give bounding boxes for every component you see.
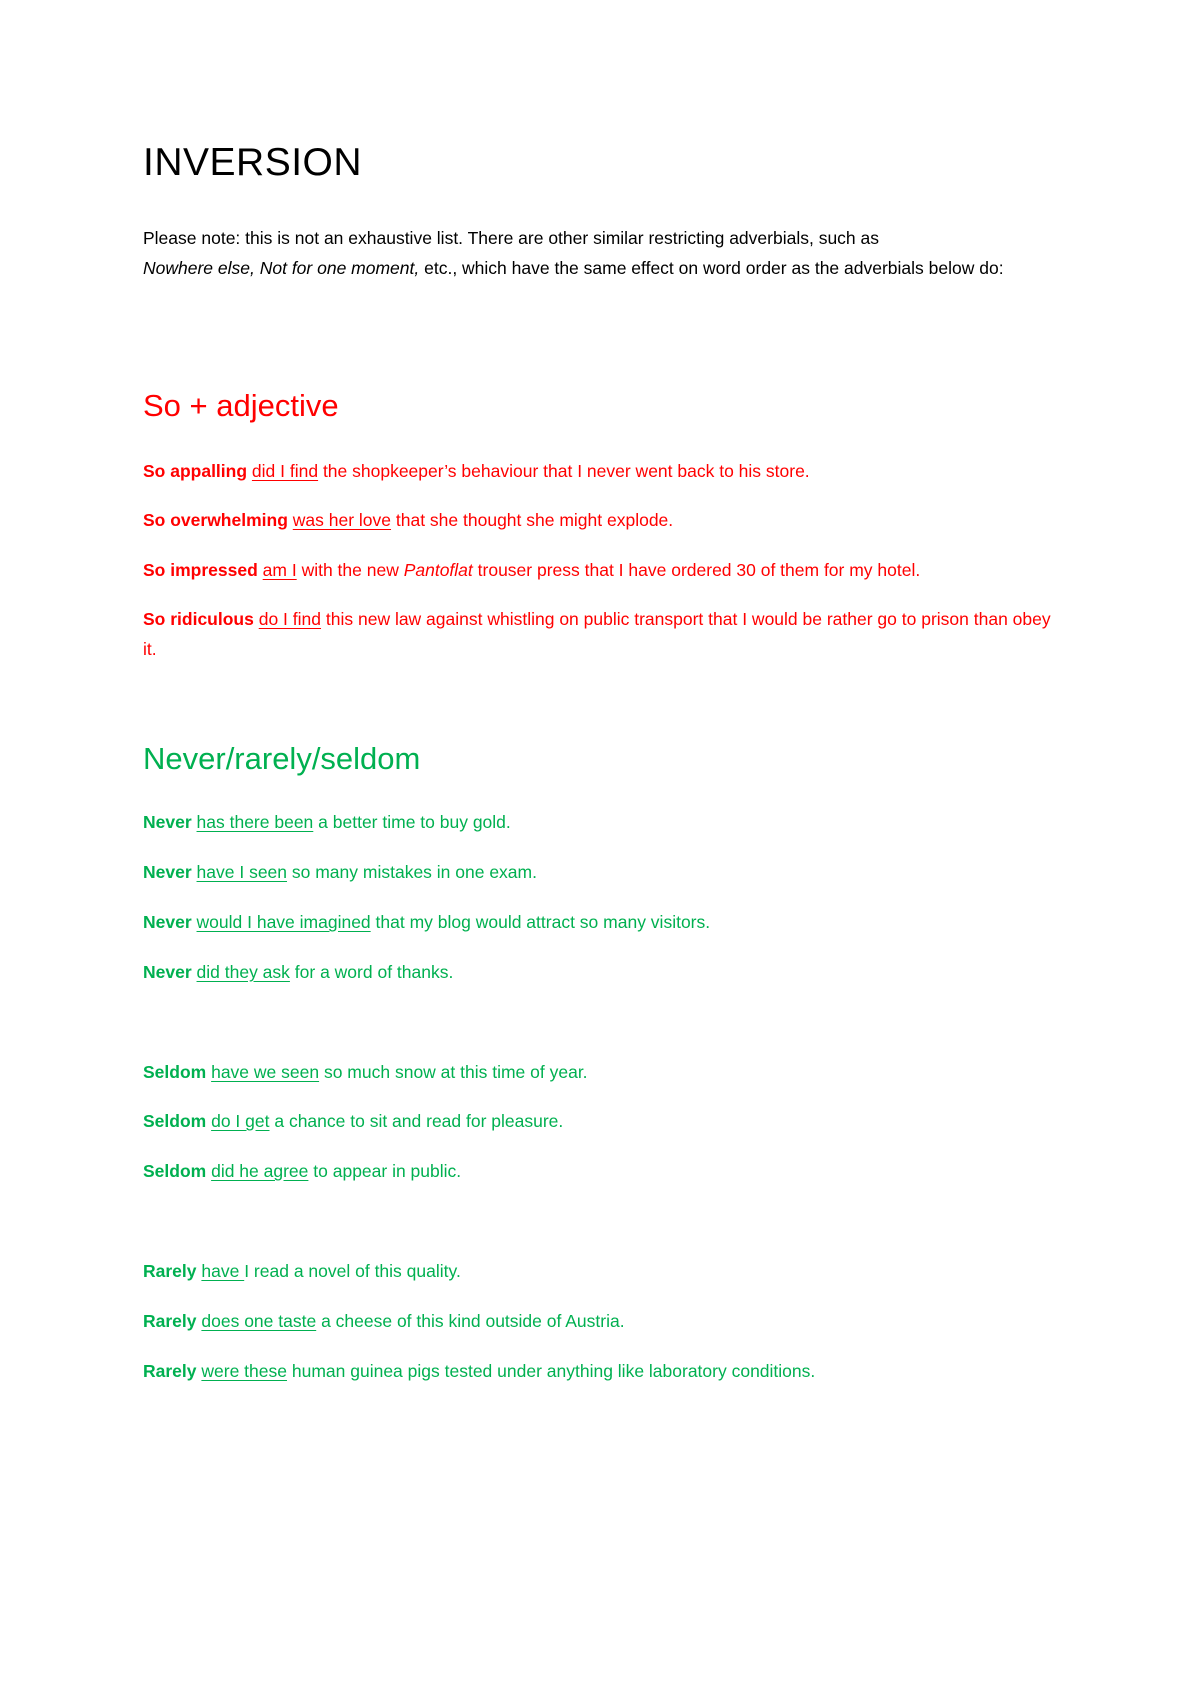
example-sentence bbox=[143, 605, 1063, 664]
example-inversion: have bbox=[201, 1261, 245, 1281]
example-inversion: has there been bbox=[196, 812, 314, 832]
example-inversion: did they ask bbox=[196, 962, 290, 982]
example-inversion: am I bbox=[262, 560, 297, 580]
example-sentence bbox=[143, 556, 1093, 586]
example-rest: human guinea pigs tested under anything like laboratory conditions. bbox=[287, 1361, 816, 1381]
section-heading-never-rarely-seldom: Never/rarely/seldom bbox=[143, 741, 421, 776]
example-sentence bbox=[143, 958, 1093, 988]
example-rest: this new law against whistling on public transport that I would be rather go to prison than obey it. bbox=[143, 609, 1051, 659]
example-keyword: Never bbox=[143, 812, 192, 832]
section-heading-so-adjective: So + adjective bbox=[143, 388, 339, 423]
page-title: INVERSION bbox=[143, 141, 363, 184]
example-keyword: Never bbox=[143, 862, 192, 882]
example-sentence bbox=[143, 858, 1093, 888]
example-rest: the shopkeeper’s behaviour that I never went back to his store. bbox=[318, 461, 810, 481]
example-inversion: would I have imagined bbox=[196, 912, 371, 932]
example-keyword: Never bbox=[143, 912, 192, 932]
example-rest: so much snow at this time of year. bbox=[319, 1062, 588, 1082]
example-inversion: does one taste bbox=[201, 1311, 317, 1331]
example-sentence bbox=[143, 1157, 1093, 1187]
example-keyword: So impressed bbox=[143, 560, 258, 580]
example-rest: trouser press that I have ordered 30 of them for my hotel. bbox=[472, 560, 921, 580]
intro-italic-text: Nowhere else, Not for one moment, bbox=[143, 257, 420, 278]
example-inversion: do I get bbox=[211, 1111, 270, 1131]
example-sentence bbox=[143, 506, 1093, 536]
example-italic: Pantoflat bbox=[403, 560, 473, 580]
example-rest: so many mistakes in one exam. bbox=[287, 862, 537, 882]
example-keyword: Rarely bbox=[143, 1311, 197, 1331]
example-rest-a: with the new bbox=[296, 560, 404, 580]
example-sentence bbox=[143, 1058, 1093, 1088]
example-sentence bbox=[143, 1357, 1093, 1387]
intro-text-end: etc., which have the same effect on word order as the adverbials below do: bbox=[419, 257, 1004, 278]
example-rest: to appear in public. bbox=[308, 1161, 462, 1181]
example-inversion: did he agree bbox=[211, 1161, 309, 1181]
example-keyword: So appalling bbox=[143, 461, 248, 481]
intro-paragraph bbox=[143, 224, 1073, 283]
example-sentence bbox=[143, 1257, 1093, 1287]
example-keyword: So ridiculous bbox=[143, 609, 254, 629]
example-keyword: Never bbox=[143, 962, 192, 982]
example-rest: a better time to buy gold. bbox=[313, 812, 511, 832]
example-inversion: did I find bbox=[251, 461, 319, 481]
example-inversion: have I seen bbox=[196, 862, 288, 882]
example-rest: a cheese of this kind outside of Austria. bbox=[316, 1311, 625, 1331]
example-keyword: Seldom bbox=[143, 1062, 207, 1082]
example-inversion: was her love bbox=[292, 510, 392, 530]
example-inversion: have we seen bbox=[211, 1062, 320, 1082]
example-sentence bbox=[143, 908, 1093, 938]
example-keyword: Seldom bbox=[143, 1161, 207, 1181]
example-rest: a chance to sit and read for pleasure. bbox=[269, 1111, 564, 1131]
example-rest: I read a novel of this quality. bbox=[244, 1261, 461, 1281]
example-keyword: Rarely bbox=[143, 1361, 197, 1381]
example-rest: that she thought she might explode. bbox=[391, 510, 674, 530]
example-sentence bbox=[143, 1307, 1093, 1337]
example-keyword: So overwhelming bbox=[143, 510, 288, 530]
example-sentence bbox=[143, 808, 1093, 838]
example-keyword: Seldom bbox=[143, 1111, 207, 1131]
example-sentence bbox=[143, 1107, 1093, 1137]
example-inversion: do I find bbox=[258, 609, 322, 629]
intro-text: Please note: this is not an exhaustive list. There are other similar restricting adverbials, such as bbox=[143, 228, 879, 248]
example-rest: that my blog would attract so many visitors. bbox=[370, 912, 711, 932]
example-rest: for a word of thanks. bbox=[289, 962, 454, 982]
example-keyword: Rarely bbox=[143, 1261, 197, 1281]
example-sentence bbox=[143, 457, 1093, 487]
example-inversion: were these bbox=[201, 1361, 287, 1381]
